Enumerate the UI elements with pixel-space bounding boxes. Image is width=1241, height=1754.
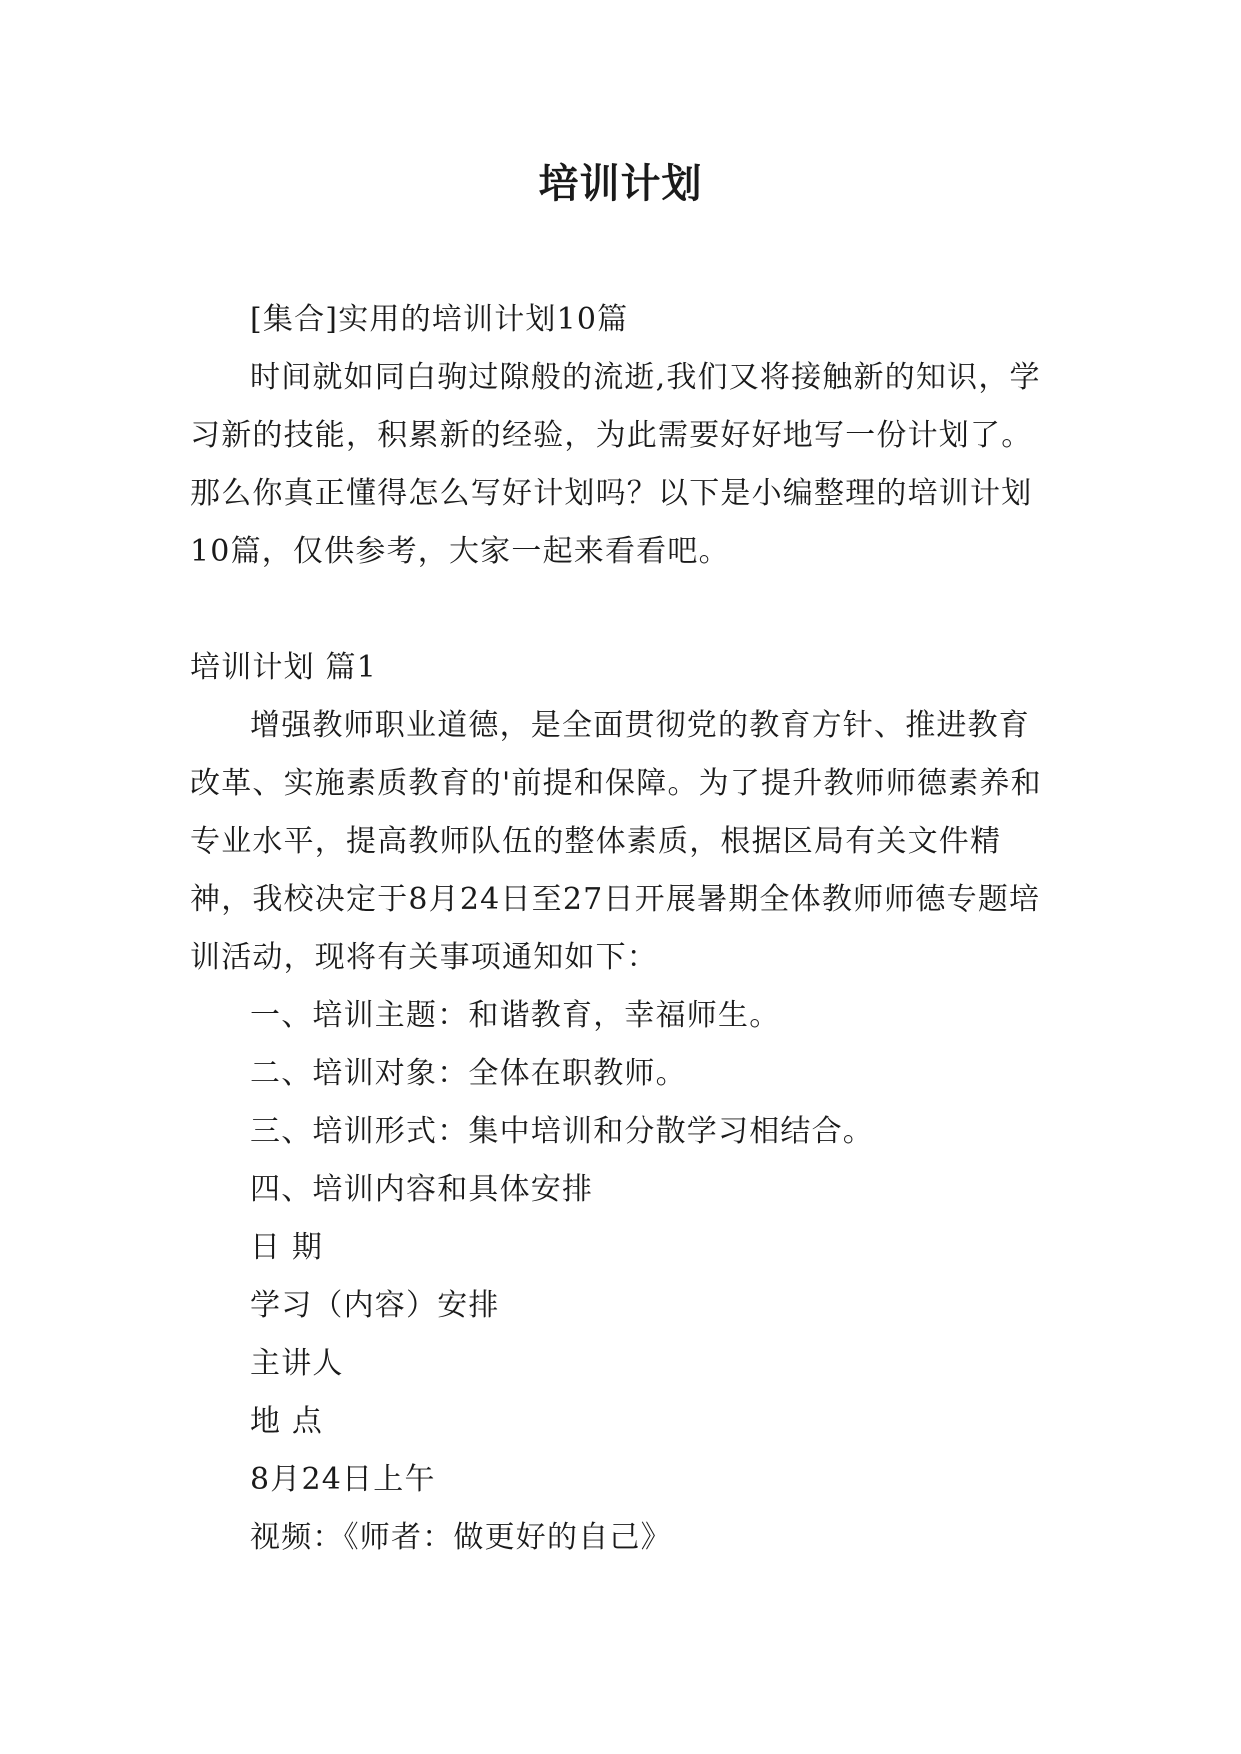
intro-paragraph: 时间就如同白驹过隙般的流逝,我们又将接触新的知识，学习新的技能，积累新的经验，为此需要好好地写一份计划了。那么你真正懂得怎么写好计划吗？以下是小编整理的培训计划10篇，仅供参考，大家一起来看看吧。: [190, 360, 1041, 569]
table-header-date: 日 期: [250, 1230, 324, 1265]
list-item-content: 四、培训内容和具体安排: [250, 1172, 594, 1207]
list-item-format: 三、培训形式：集中培训和分散学习相结合。: [250, 1114, 874, 1149]
table-header-arrangement: 学习（内容）安排: [250, 1288, 500, 1323]
list-item-theme: 一、培训主题：和谐教育，幸福师生。: [250, 998, 781, 1033]
table-header-location: 地 点: [250, 1404, 324, 1439]
section-paragraph: 增强教师职业道德，是全面贯彻党的教育方针、推进教育改革、实施素质教育的'前提和保障。为了提升教师师德素养和专业水平，提高教师队伍的整体素质，根据区局有关文件精神，我校决定于8月24日至27日开展暑期全体教师师德专题培训活动，现将有关事项通知如下：: [190, 708, 1042, 975]
table-header-speaker: 主讲人: [250, 1346, 344, 1381]
document-body: [190, 291, 1056, 1567]
list-item-audience: 二、培训对象：全体在职教师。: [250, 1056, 687, 1091]
document-subtitle: [集合]实用的培训计划10篇: [250, 302, 629, 337]
table-cell-arrangement: 视频：《师者：做更好的自己》: [250, 1520, 672, 1555]
table-cell-date: 8月24日上午: [250, 1462, 436, 1497]
paragraph-gap: [190, 581, 1056, 639]
document-title: 培训计划: [538, 161, 703, 207]
section-heading: 培训计划 篇1: [190, 650, 378, 685]
